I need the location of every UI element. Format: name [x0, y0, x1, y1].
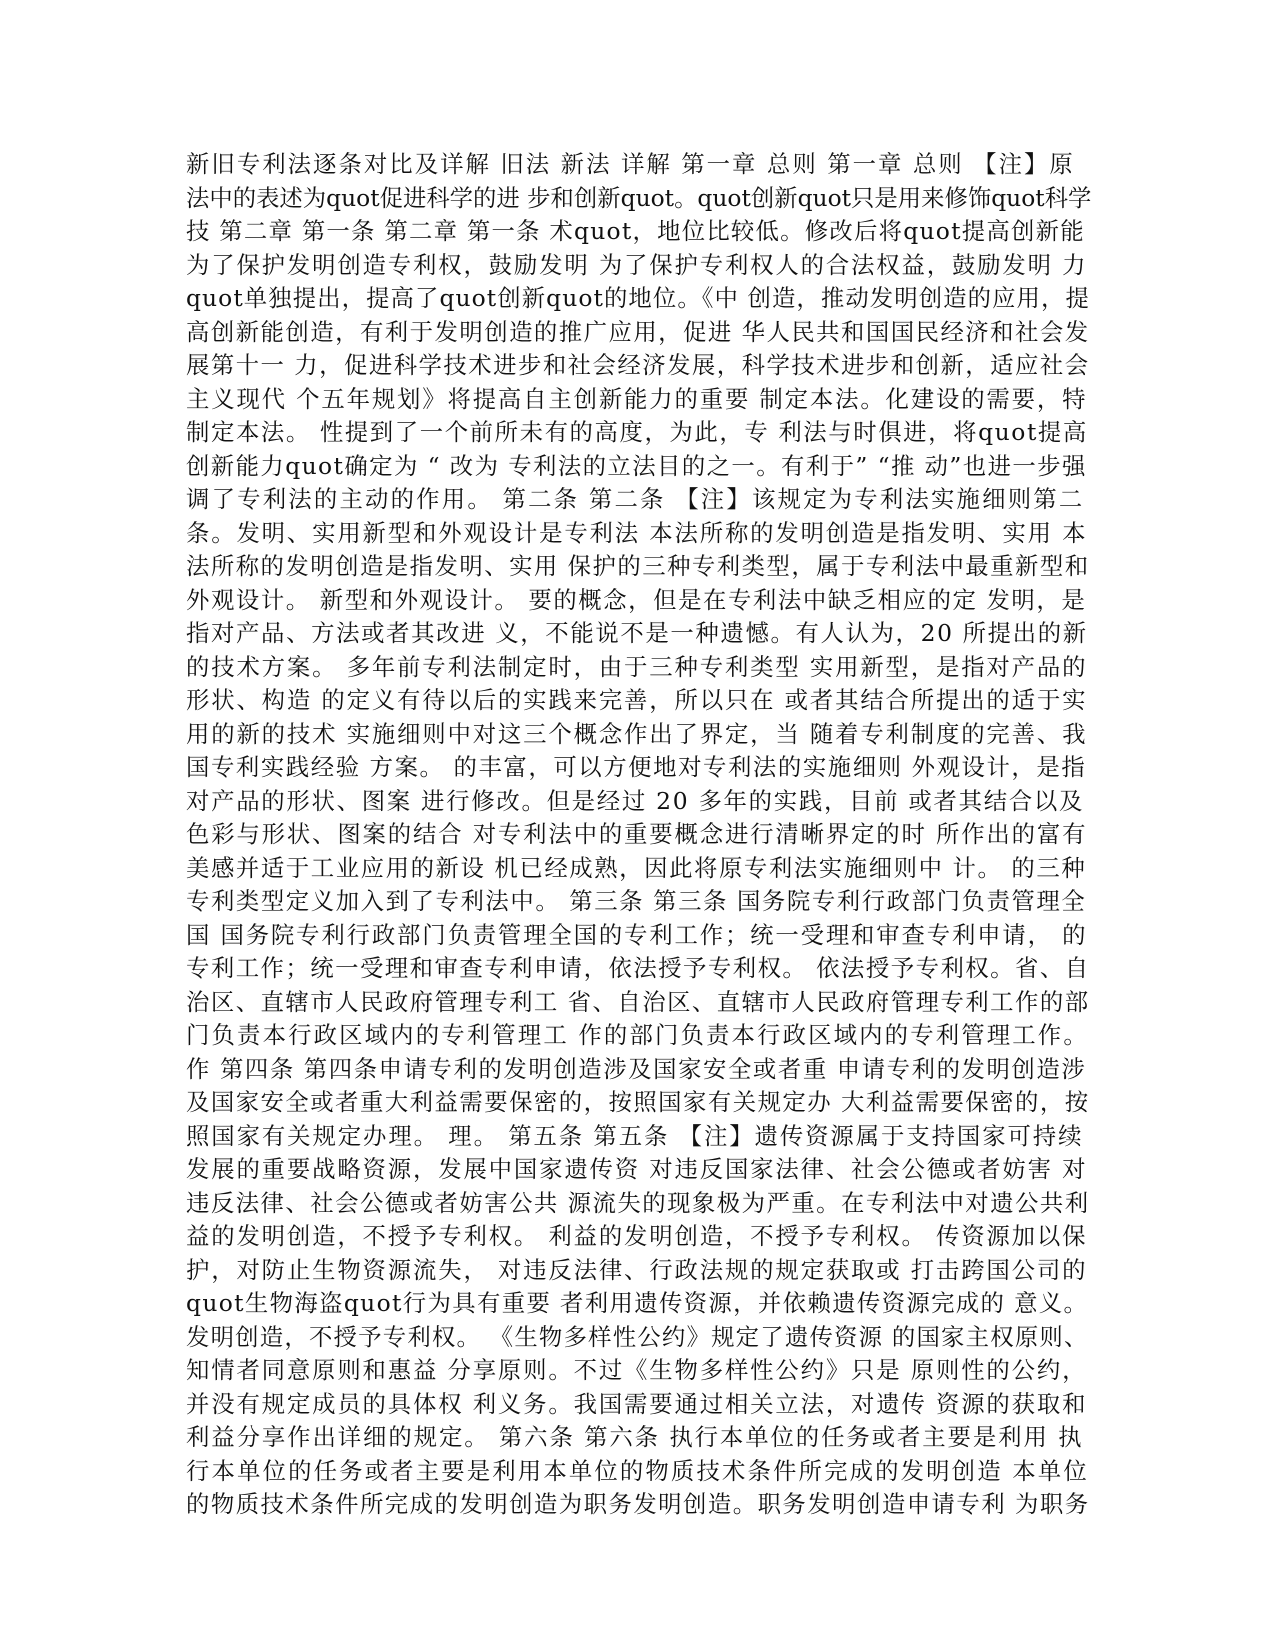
text-line: quot生物海盗quot行为具有重要 者利用遗传资源，并依赖遗传资源完成的 意义。 [186, 1289, 1089, 1317]
text-line: 的物质技术条件所完成的发明创造为职务发明创造。职务发明创造申请专利 为职务 [186, 1490, 1090, 1518]
text-line: 照国家有关规定办理。 理。 第五条 第五条 【注】遗传资源属于支持国家可持续 [186, 1121, 1084, 1150]
text-line: 益的发明创造，不授予专利权。 利益的发明创造，不授予专利权。 传资源加以保 [186, 1222, 1088, 1250]
text-line: 治区、直辖市人民政府管理专利工 省、自治区、直辖市人民政府管理专利工作的部 [186, 987, 1090, 1016]
text-line: 利益分享作出详细的规定。 第六条 第六条 执行本单位的任务或者主要是利用 执 [186, 1423, 1084, 1451]
text-line: 发展的重要战略资源，发展中国家遗传资 对违反国家法律、社会公德或者妨害 对 [186, 1155, 1088, 1183]
text-line: 新旧专利法逐条对比及详解 旧法 新法 详解 第一章 总则 第一章 总则 【注】原 [186, 150, 1075, 178]
text-line: 专利类型定义加入到了专利法中。 第三条 第三条 国务院专利行政部门负责管理全 [186, 887, 1087, 915]
text-line: quot单独提出，提高了quot创新quot的地位。《中 创造，推动发明创造的应用，提 [186, 284, 1090, 312]
text-line: 主义现代 个五年规划》将提高自主创新能力的重要 制定本法。化建设的需要，特 [186, 384, 1088, 413]
text-line: 法所称的发明创造是指发明、实用 保护的三种专利类型，属于专利法中最重新型和 [186, 552, 1090, 580]
text-line: 形状、构造 的定义有待以后的实践来完善，所以只在 或者其结合所提出的适于实 [186, 686, 1088, 714]
text-line: 为了保护发明创造专利权，鼓励发明 为了保护专利权人的合法权益，鼓励发明 力 [186, 250, 1088, 279]
text-line: 国 国务院专利行政部门负责管理全国的专利工作；统一受理和审查专利申请， 的 [186, 920, 1088, 949]
text-line: 法中的表述为quot促进科学的进 步和创新quot。quot创新quot只是用来修饰quot科学 [186, 183, 1091, 212]
text-line: 知情者同意原则和惠益 分享原则。不过《生物多样性公约》只是 原则性的公约， [186, 1356, 1088, 1384]
text-line: 创新能力quot确定为 “ 改为 专利法的立法目的之一。有利于” “推 动”也进一步强 [186, 451, 1087, 480]
text-line: 门负责本行政区域内的专利管理工 作的部门负责本行政区域内的专利管理工作。 [186, 1021, 1089, 1049]
text-line: 展第十一 力，促进科学技术进步和社会经济发展，科学技术进步和创新，适应社会 [186, 351, 1090, 379]
text-line: 调了专利法的主动的作用。 第二条 第二条 【注】该规定为专利法实施细则第二 [186, 485, 1085, 513]
text-line: 国专利实践经验 方案。 的丰富，可以方便地对专利法的实施细则 外观设计，是指 [186, 753, 1087, 781]
text-line: 高创新能创造，有利于发明创造的推广应用，促进 华人民共和国国民经济和社会发 [186, 317, 1090, 346]
text-line: 及国家安全或者重大利益需要保密的，按照国家有关规定办 大利益需要保密的，按 [186, 1088, 1090, 1116]
text-line: 并没有规定成员的具体权 利义务。我国需要通过相关立法，对遗传 资源的获取和 [186, 1389, 1088, 1418]
text-line: 违反法律、社会公德或者妨害公共 源流失的现象极为严重。在专利法中对遗公共利 [186, 1188, 1090, 1217]
text-line: 护，对防止生物资源流失， 对违反法律、行政法规的规定获取或 打击跨国公司的 [186, 1255, 1088, 1284]
text-line: 对产品的形状、图案 进行修改。但是经过 20 多年的实践，目前 或者其结合以及 [186, 786, 1085, 815]
text-line: 作 第四条 第四条申请专利的发明创造涉及国家安全或者重 申请专利的发明创造涉 [186, 1054, 1087, 1083]
text-line: 条。发明、实用新型和外观设计是专利法 本法所称的发明创造是指发明、实用 本 [186, 518, 1088, 547]
text-line: 色彩与形状、图案的结合 对专利法中的重要概念进行清晰界定的时 所作出的富有 [186, 820, 1088, 848]
text-line: 外观设计。 新型和外观设计。 要的概念，但是在专利法中缺乏相应的定 发明，是 [186, 585, 1087, 614]
text-line: 专利工作；统一受理和审查专利申请，依法授予专利权。 依法授予专利权。省、自 [186, 954, 1090, 982]
text-line: 美感并适于工业应用的新设 机已经成熟，因此将原专利法实施细则中 计。 的三种 [186, 853, 1087, 882]
text-line: 用的新的技术 实施细则中对这三个概念作出了界定，当 随着专利制度的完善、我 [186, 719, 1088, 748]
text-line: 行本单位的任务或者主要是利用本单位的物质技术条件所完成的发明创造 本单位 [186, 1456, 1089, 1485]
text-line: 技 第二章 第一条 第二章 第一条 术quot，地位比较低。修改后将quot提高创新能 [186, 217, 1085, 245]
body-text [186, 148, 1091, 1522]
text-line: 制定本法。 性提到了一个前所未有的高度，为此，专 利法与时俱进，将quot提高 [186, 418, 1088, 446]
text-line: 的技术方案。 多年前专利法制定时，由于三种专利类型 实用新型，是指对产品的 [186, 652, 1088, 681]
text-line: 发明创造，不授予专利权。 《生物多样性公约》规定了遗传资源 的国家主权原则、 [186, 1322, 1089, 1351]
text-line: 指对产品、方法或者其改进 义，不能说不是一种遗憾。有人认为，20 所提出的新 [186, 619, 1088, 647]
